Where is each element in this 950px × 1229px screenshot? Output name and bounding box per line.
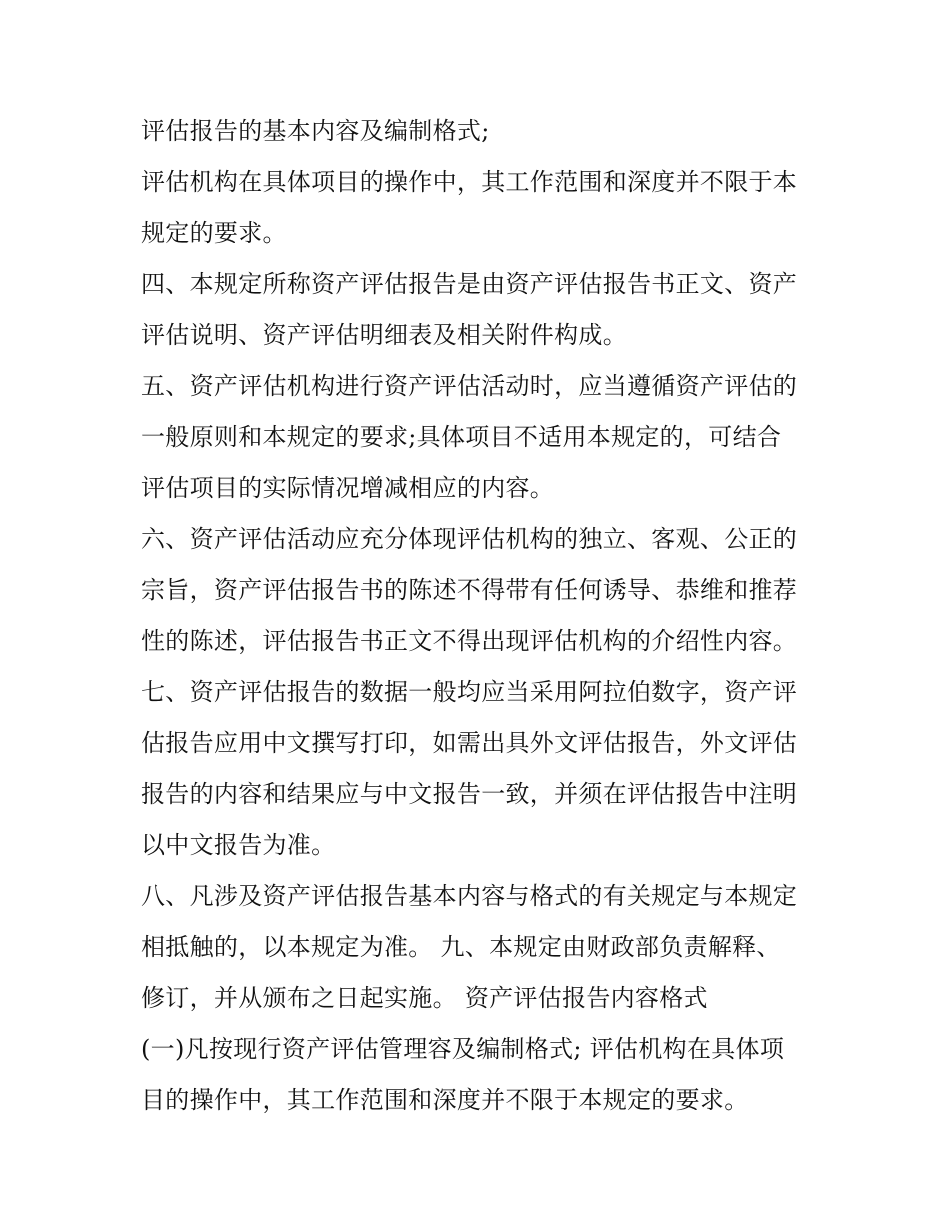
text-line-14: 报告的内容和结果应与中文报告一致，并须在评估报告中注明 (141, 780, 798, 808)
text-line-16: 八、凡涉及资产评估报告基本内容与格式的有关规定与本规定 (141, 882, 798, 910)
text-line-8: 评估项目的实际情况增减相应的内容。 (141, 474, 555, 502)
text-line-7: 一般原则和本规定的要求;具体项目不适用本规定的，可结合 (141, 423, 782, 451)
text-line-9: 六、资产评估活动应充分体现评估机构的独立、客观、公正的 (141, 525, 798, 553)
text-line-17: 相抵触的，以本规定为准。 九、本规定由财政部负责解释、 (141, 933, 781, 961)
text-line-3: 规定的要求。 (141, 219, 287, 247)
text-line-15: 以中文报告为准。 (141, 831, 336, 859)
text-line-13: 估报告应用中文撰写打印，如需出具外文评估报告，外文评估 (141, 729, 798, 757)
text-line-18: 修订，并从颁布之日起实施。 资产评估报告内容格式 (141, 984, 708, 1012)
text-line-12: 七、资产评估报告的数据一般均应当采用阿拉伯数字，资产评 (141, 678, 798, 706)
text-line-4: 四、本规定所称资产评估报告是由资产评估报告书正文、资产 (141, 270, 798, 298)
document-body (141, 108, 821, 1128)
text-line-19: (一)凡按现行资产评估管理容及编制格式; 评估机构在具体项 (141, 1035, 785, 1063)
text-line-20: 目的操作中，其工作范围和深度并不限于本规定的要求。 (141, 1086, 749, 1114)
text-line-2: 评估机构在具体项目的操作中，其工作范围和深度并不限于本 (141, 168, 798, 196)
text-line-10: 宗旨，资产评估报告书的陈述不得带有任何诱导、恭维和推荐 (141, 576, 798, 604)
text-line-11: 性的陈述，评估报告书正文不得出现评估机构的介绍性内容。 (141, 627, 798, 655)
text-line-1: 评估报告的基本内容及编制格式; (141, 117, 490, 145)
text-line-5: 评估说明、资产评估明细表及相关附件构成。 (141, 321, 627, 349)
text-line-6: 五、资产评估机构进行资产评估活动时，应当遵循资产评估的 (141, 372, 798, 400)
